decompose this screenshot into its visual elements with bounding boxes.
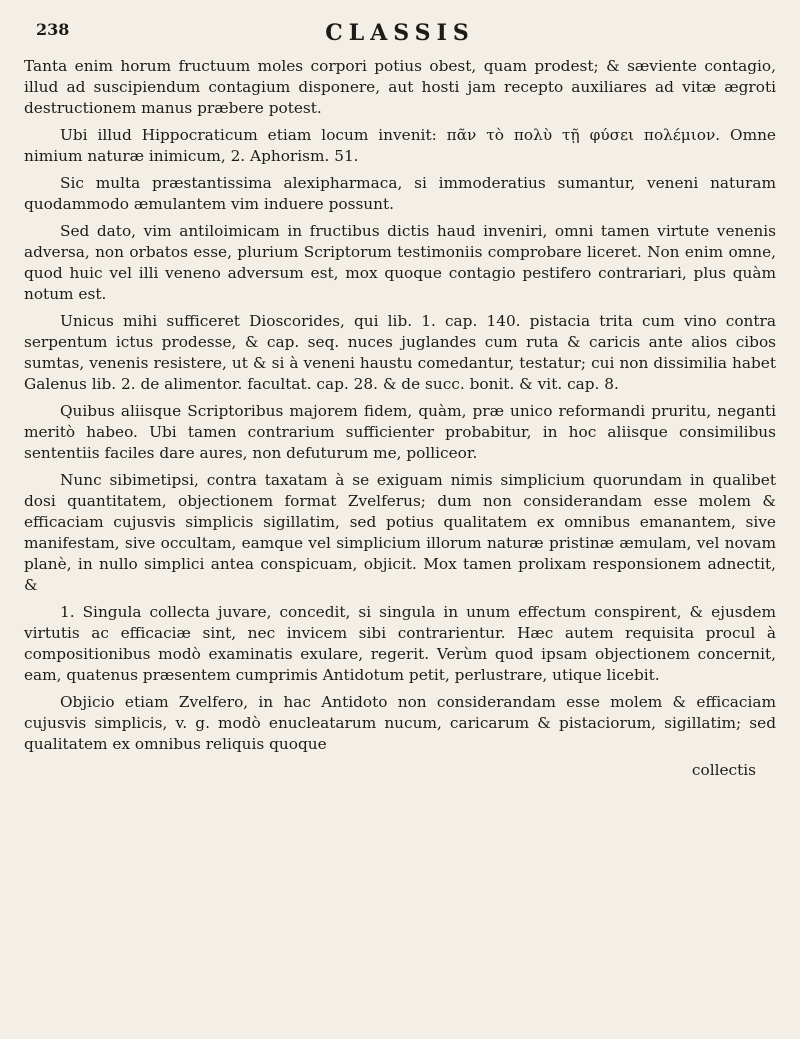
paragraph: Ubi illud Hippocraticum etiam locum invenit: πᾶν τὸ πολὺ τῇ φύσει πολέμιον. Omne nimium naturæ inimicum, 2. Aphorism. 51.: [24, 126, 776, 165]
catchword: collectis: [691, 761, 756, 779]
page-header: [24, 20, 776, 50]
paragraph: 1. Singula collecta juvare, concedit, si singula in unum effectum conspirent, & ejusdem virtutis ac efficaciæ sint, nec invicem sibi contrarientur. Hæc autem requisita procul à compositionibus modò examinatis exulare, regerit. Verùm quod ipsam objectionem concernit, eam, quatenus præsentem cumprimis Antidotum petit, perlustrare, utique licebit.: [24, 603, 776, 684]
paragraph: Unicus mihi sufficeret Dioscorides, qui lib. 1. cap. 140. pistacia trita cum vino contra serpentum ictus prodesse, & cap. seq. nuces juglandes cum ruta & caricis ante alios cibos sumtas, venenis resistere, ut & si à veneni haustu comedantur, testatur; cui non dissimilia habet Galenus lib. 2. de alimentor. facultat. cap. 28. & de succ. bonit. & vit. cap. 8.: [24, 312, 776, 393]
paragraph: Sed dato, vim antiloimicam in fructibus dictis haud inveniri, omni tamen virtute venenis adversa, non orbatos esse, plurium Scriptorum testimoniis comprobare liceret. Non enim omne, quod huic vel illi veneno adversum est, mox quoque contagio pestifero contrariari, plus quàm notum est.: [24, 222, 776, 303]
paragraph: Objicio etiam Zvelfero, in hac Antidoto non considerandam esse molem & efficaciam cujusvis simplicis, v. g. modò enucleatarum nucum, caricarum & pistaciorum, sigillatim; sed qualitatem ex omnibus reliquis quoque: [24, 693, 776, 753]
body-text: [24, 56, 776, 755]
paragraph: Tanta enim horum fructuum moles corpori potius obest, quam prodest; & sæviente contagio, illud ad suscipiendum contagium disponere, aut hosti jam recepto auxiliares ad vitæ ægroti destructionem manus præbere potest.: [24, 57, 776, 117]
paragraph: Quibus aliisque Scriptoribus majorem fidem, quàm, præ unico reformandi pruritu, neganti meritò habeo. Ubi tamen contrarium sufficienter probabitur, in hoc aliisque consimilibus sententiis faciles dare aures, non defuturum me, polliceor.: [24, 402, 776, 462]
paragraph: Nunc sibimetipsi, contra taxatam à se exiguam nimis simplicium quorundam in qualibet dosi quantitatem, objectionem format Zvelferus; dum non considerandam esse molem & efficaciam cujusvis simplicis sigillatim, sed potius qualitatem ex omnibus emanantem, sive manifestam, sive occultam, eamque vel simplicium illorum naturæ pristinæ æmulam, vel novam planè, in nullo simplici antea conspicuam, objicit. Mox tamen prolixam responsionem adnectit, &: [24, 471, 776, 594]
paragraph: Sic multa præstantissima alexipharmaca, si immoderatius sumantur, veneni naturam quodammodo æmulantem vim induere possunt.: [24, 174, 776, 213]
running-head: CLASSIS: [325, 20, 475, 46]
page-number: 238: [36, 20, 70, 39]
